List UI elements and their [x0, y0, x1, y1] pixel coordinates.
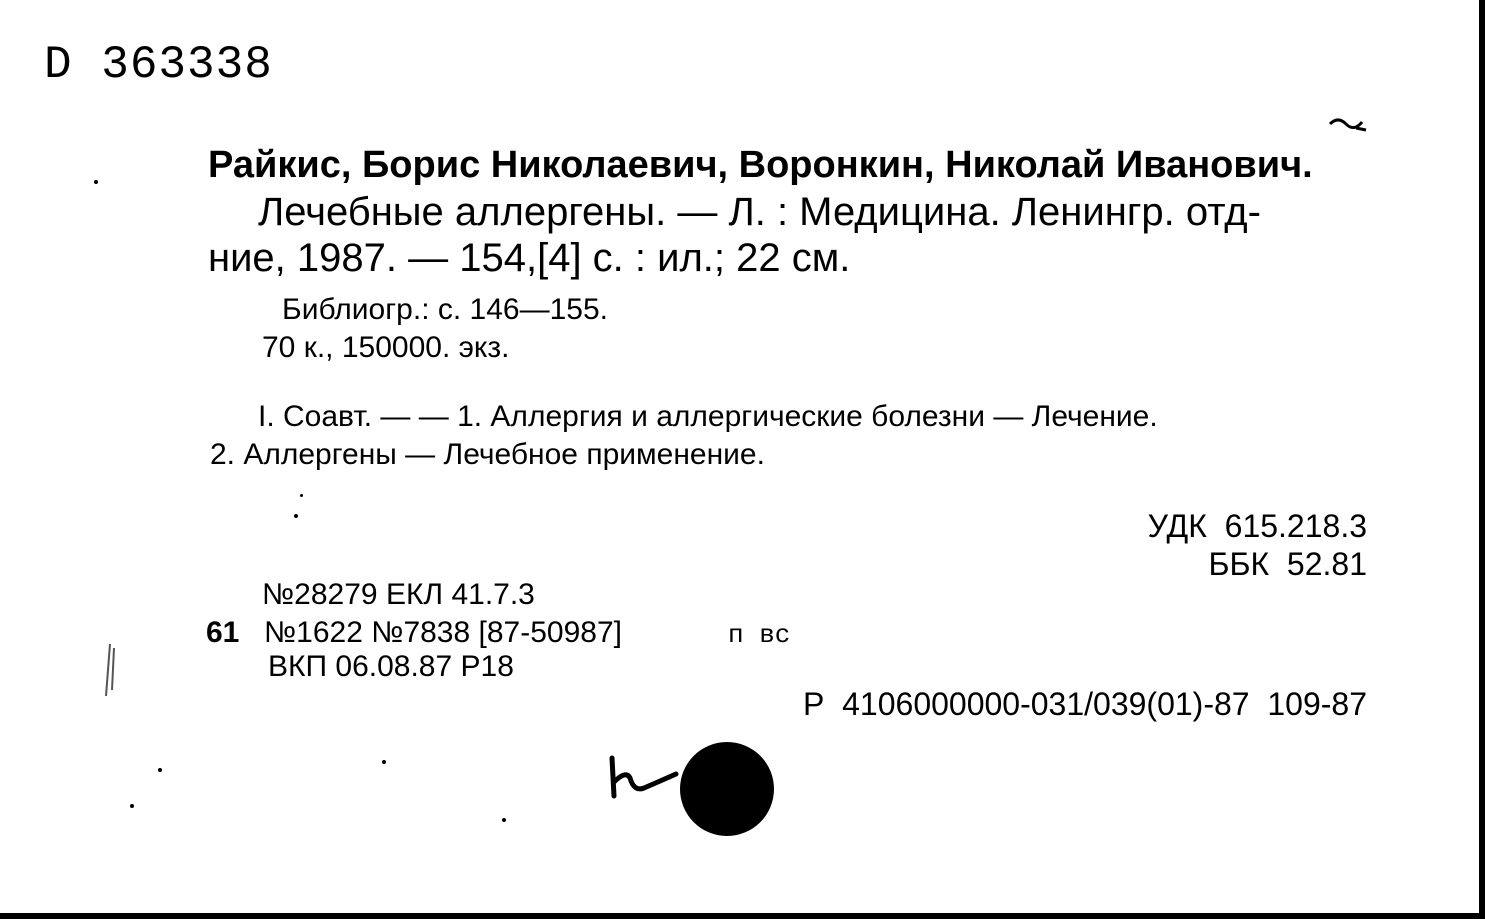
order-prefix: 61	[206, 616, 240, 649]
speck	[300, 494, 303, 497]
tracings-line-2: 2. Аллергены — Лечебное применение.	[210, 438, 765, 471]
udk-classification: УДК 615.218.3	[1147, 508, 1367, 544]
edition-code: Р 4106000000-031/039(01)-87 109-87	[803, 686, 1367, 722]
bbk-classification: ББК 52.81	[1208, 546, 1367, 582]
speck	[158, 768, 162, 772]
order-marks: п вс	[728, 620, 791, 650]
speck	[502, 818, 506, 822]
ekl-number: №28279 ЕКЛ 41.7.3	[262, 578, 535, 611]
authors-heading: Райкис, Борис Николаевич, Воронкин, Николай Иванович.	[208, 144, 1313, 186]
punch-hole-mark	[680, 742, 774, 836]
call-number: D 363338	[44, 39, 273, 91]
title-statement-line-1: Лечебные аллергены. — Л. : Медицина. Ленингр. отд-	[258, 190, 1261, 234]
speck	[94, 180, 98, 184]
title-statement-line-2: ние, 1987. — 154,[4] с. : ил.; 22 см.	[208, 236, 851, 280]
vkp-line: ВКП 06.08.87 Р18	[268, 650, 514, 683]
price-copies-note: 70 к., 150000. экз.	[262, 331, 510, 364]
handwritten-mark	[600, 752, 680, 802]
corner-stamp-mark	[1326, 112, 1370, 136]
speck	[382, 760, 386, 764]
tracings-line-1: I. Соавт. — — 1. Аллергия и аллергические болезни — Лечение.	[258, 400, 1158, 433]
speck	[294, 514, 298, 518]
bibliography-note: Библиогр.: с. 146—155.	[282, 293, 608, 326]
order-numbers: №1622 №7838 [87-50987]	[264, 616, 622, 649]
pencil-scribble	[98, 640, 122, 700]
speck	[130, 804, 134, 808]
